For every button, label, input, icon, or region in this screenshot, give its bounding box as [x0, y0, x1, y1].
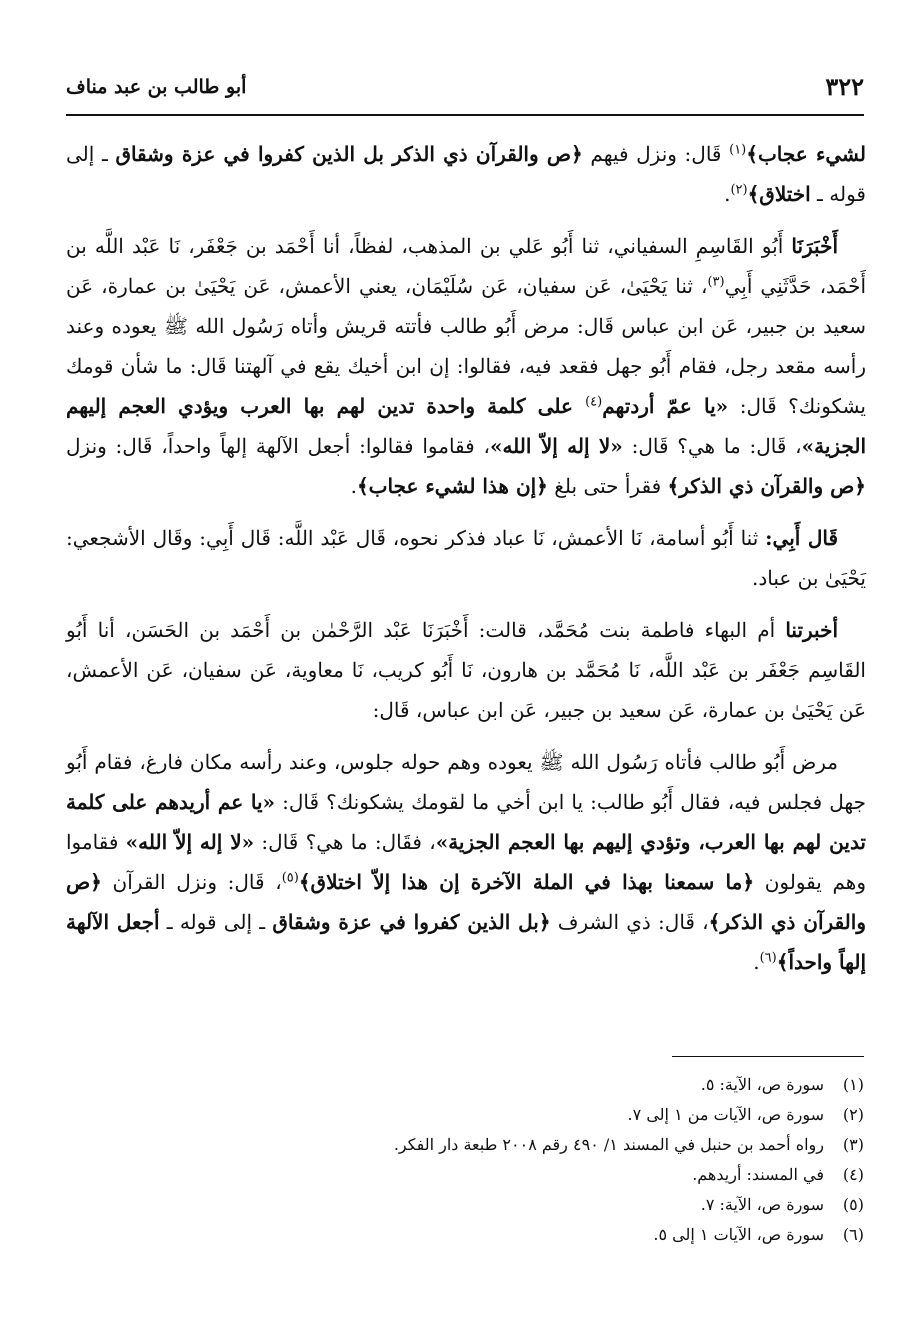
footnote — [66, 1100, 864, 1130]
paragraph — [66, 742, 866, 982]
footnote-rule — [672, 1056, 864, 1057]
footnote-ref: (٦) — [759, 950, 777, 966]
text-run: ثنا أَبُو أسامة، نَا الأعمش، نَا عباد فذكر نحوه، قَال عَبْد اللَّه: قَال أَبِي: وقَال الأشجعي: يَحْيَىٰ بن عباد. — [66, 526, 866, 590]
footnote — [66, 1130, 864, 1160]
emphasized-text: ﴿ص والقرآن ذي الذكر﴾ — [667, 474, 866, 498]
text-run: ، ثنا يَحْيَىٰ، عَن سفيان، عَن سُلَيْمَان، يعني الأعمش، عَن يَحْيَىٰ بن عمارة، عَن سعيد بن جبير، عَن ابن عباس قَال: مرض أَبُو طالب فأتته قريش وأتاه رَسُول الله ﷺ يعوده وعند رأسه مقعد رجل، فقام أَبُو جهل فقعد فيه، فقالوا: إن ابن أخيك يقع في آلهتنا قَال: ما شأن قومك يشكونك؟ قَال: — [66, 274, 866, 418]
footnote — [66, 1160, 864, 1190]
footnote-number: (١) — [842, 1075, 864, 1094]
paragraph — [66, 610, 866, 730]
footnote-ref: (٢) — [730, 182, 748, 198]
emphasized-text: أجعل الآلهة إلهاً واحداً﴾ — [66, 910, 866, 974]
text-run: ـ إلى قوله ـ — [66, 142, 866, 206]
footnotes — [66, 1070, 864, 1250]
emphasized-text: ﴿ص والقرآن ذي الذكر﴾ — [66, 870, 866, 934]
text-run: فقاموا وهم يقولون — [66, 830, 866, 894]
page-header — [66, 72, 864, 106]
text-run: فقرأ حتى بلغ — [547, 474, 668, 498]
main-text — [66, 134, 866, 994]
footnote-number: (٣) — [842, 1135, 864, 1154]
paragraph — [66, 226, 866, 506]
footnote-number: (٢) — [842, 1105, 864, 1124]
footnote-text: سورة ص، الآيات من ١ إلى ٧. — [627, 1105, 824, 1124]
footnote-ref: (٤) — [585, 394, 603, 410]
text-run: ـ إلى قوله ـ — [159, 910, 273, 934]
text-run: أَبُو القَاسِمِ السفياني، ثنا أَبُو عَلي بن المذهب، لفظاً، أنا أَحْمَد بن جَعْفَر، نَا عَبْد اللَّه بن أَحْمَد، حَدَّثَنِي أَبِي — [66, 234, 867, 298]
text-run: ، قَال: ما هي؟ قَال: — [622, 434, 802, 458]
footnote-ref: (١) — [729, 142, 747, 158]
emphasized-text: «يا عمّ أردتهم — [602, 394, 729, 418]
footnote-text: سورة ص، الآيات ١ إلى ٥. — [653, 1225, 824, 1244]
footnote-text: سورة ص، الآية: ٧. — [700, 1195, 824, 1214]
text-run: ، فقَال: ما هي؟ قَال: — [254, 830, 436, 854]
footnote-number: (٦) — [842, 1225, 864, 1244]
emphasized-text: «لا إله إلاّ الله» — [489, 434, 623, 458]
footnote-number: (٥) — [842, 1195, 864, 1214]
footnote — [66, 1070, 864, 1100]
emphasized-text: قَال أَبِي: — [765, 526, 838, 550]
paragraph — [66, 134, 866, 214]
text-run: . — [724, 182, 731, 206]
emphasized-text: اختلاق﴾ — [747, 182, 811, 206]
text-run: ، فقاموا فقالوا: أجعل الآلهة إلهاً واحداً، قَال: ونزل — [66, 434, 490, 458]
emphasized-text: أَخْبَرَنَا — [791, 234, 838, 258]
text-run: ، قَال: ذي الشرف — [550, 910, 709, 934]
paragraph — [66, 518, 866, 598]
header-rule — [66, 114, 864, 116]
text-run: . — [753, 950, 760, 974]
text-run: ، قَال: ونزل القرآن — [101, 870, 282, 894]
footnote-number: (٤) — [842, 1165, 864, 1184]
footnote-text: في المسند: أريدهم. — [692, 1165, 824, 1184]
emphasized-text: «لا إله إلاّ الله» — [125, 830, 255, 854]
emphasized-text: لشيء عجاب﴾ — [746, 142, 866, 166]
footnote-text: سورة ص، الآية: ٥. — [700, 1075, 824, 1094]
text-run: أم البهاء فاطمة بنت مُحَمَّد، قالت: أَخْبَرَنَا عَبْد الرَّحْمٰن بن أَحْمَد بن الحَسَن، أنا أَبُو القَاسِم جَعْفَر بن عَبْد اللَّه، نَا مُحَمَّد بن هارون، نَا أَبُو كريب، نَا معاوية، عَن سفيان، عَن الأعمش، عَن يَحْيَىٰ بن عمارة، عَن سعيد بن جبير، عَن ابن عباس، قَال: — [66, 618, 866, 722]
emphasized-text: ﴿إن هذا لشيء عجاب﴾ — [356, 474, 548, 498]
text-run: قَال: ونزل فيهم — [582, 142, 730, 166]
emphasized-text: أخبرتنا — [785, 618, 838, 642]
footnote-text: رواه أحمد بن حنبل في المسند ١/ ٤٩٠ رقم ٢٠٠٨ طبعة دار الفكر. — [393, 1135, 824, 1154]
emphasized-text: ﴿بل الذين كفروا في عزة وشقاق — [272, 910, 551, 934]
running-title: أبو طالب بن عبد مناف — [66, 76, 247, 98]
text-run: مرض أَبُو طالب فأتاه رَسُول الله ﷺ يعوده وهم حوله جلوس، وعند رأسه مكان فارغ، فقام أَبُو جهل فجلس فيه، فقال أَبُو طالب: يا ابن أخي ما لقومك يشكونك؟ قَال: — [66, 750, 867, 814]
footnote — [66, 1190, 864, 1220]
emphasized-text: على كلمة واحدة تدين لهم بها العرب ويؤدي العجم إليهم الجزية» — [66, 394, 866, 458]
footnote — [66, 1220, 864, 1250]
page-number: ٣٢٢ — [825, 72, 864, 101]
footnote-ref: (٣) — [707, 274, 725, 290]
footnote-ref: (٥) — [281, 870, 299, 886]
emphasized-text: «يا عم أريدهم على كلمة تدين لهم بها العرب، وتؤدي إليهم بها العجم الجزية» — [66, 790, 867, 854]
emphasized-text: ﴿ما سمعنا بهذا في الملة الآخرة إن هذا إلاّ اختلاق﴾ — [298, 870, 755, 894]
emphasized-text: ﴿ص والقرآن ذي الذكر بل الذين كفروا في عزة وشقاق — [115, 142, 583, 166]
text-run: . — [350, 474, 357, 498]
